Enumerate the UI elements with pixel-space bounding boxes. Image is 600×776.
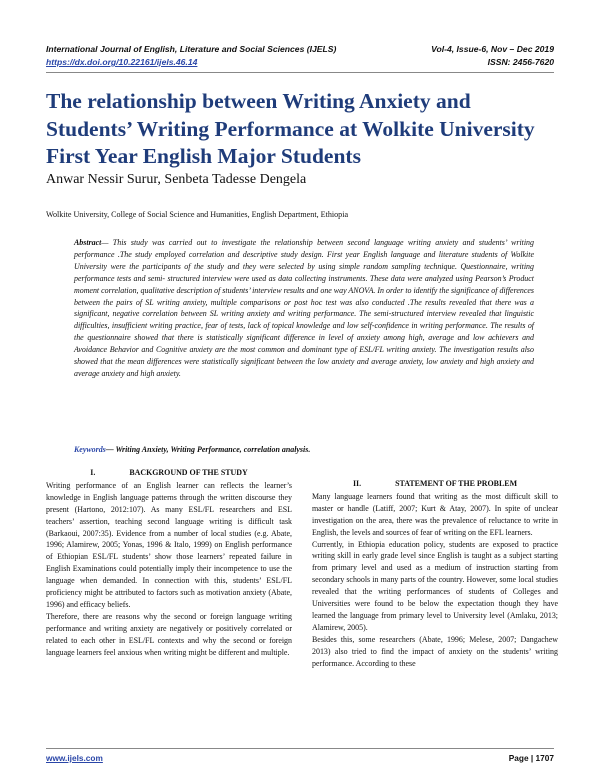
left-column xyxy=(46,467,292,659)
right-column xyxy=(312,467,558,670)
paragraph: Writing performance of an English learner can reflects the learner’s knowledge in English language patterns through the written discourse they present (Hartono, 2012:107). As many ESL/FL researchers and ESL teachers’ assertion, teaching second language writing is difficult task (Barkaoui, 2007:35). Evidence from a number of local studies (e.g. Abate, 1996; Alamirew, 2005; Yonas, 1996 & Italo, 1999) on English performance of Ethiopian ESL/FL students’ show those learners’ repeated failure in English Examinations could potentially imply their incompetence to use the language when demanded. In connection with this, students’ ESL/FL proficiency might be attributed to factors such as motivation anxiety (Abate, 1996) and efficacy beliefs. xyxy=(46,480,292,609)
authors: Anwar Nessir Surur, Senbeta Tadesse Dengela xyxy=(46,172,307,187)
abstract-text: — This study was carried out to investigate the relationship between second language writing anxiety and students’ writing performance .The study employed correlation and descriptive study design. First year English language and literature students of Wolkite University were the participants of the study and they were selected by using simple random sampling technique. Questionnaire, writing performance tests and semi- structured interview were used as data collecting instruments. These data were analyzed using Pearson’s Product moment correlation, qualitative description of students’ interview results and one way ANOVA. In order to identify the significance of differences between the pairs of SL writing anxiety, multiple comparisons or post hoc test was also conducted .The results revealed that there was a significant, negative correlation between SL writing anxiety and writing performance. The semi-structured interview revealed that linguistic difficulties, insufficient writing practice, fear of tests, lack of topical knowledge and low self-confidence in writing performance. The results of the questionnaire showed that there is statistically significant difference in level of anxiety among high, average and low achievers and Avoidance Behavior and Cognitive anxiety are the most common and dominant type of ESL/FL writing anxiety. The investigation results also showed that the mean differences were statistically significant between the low anxiety and average anxiety, low anxiety and high anxiety and average anxiety and high anxiety. xyxy=(74,238,534,378)
paragraph: Many language learners found that writing as the most difficult skill to master or handle (Latiff, 2007; Kurt & Atay, 2007). In spite of unclear investigation on the area, there was the prevalence of reluctance to write in English, the levels and sources of fear of writing on the EFL learners. xyxy=(312,491,558,537)
section-heading-background: I. BACKGROUND OF THE STUDY xyxy=(90,468,248,477)
issn: ISSN: 2456-7620 xyxy=(487,57,554,67)
keywords-text: — Writing Anxiety, Writing Performance, correlation analysis. xyxy=(105,445,311,454)
paper-title: The relationship between Writing Anxiety and Students’ Writing Performance at Wolkite University First Year English Major Students xyxy=(46,89,535,168)
paragraph: Besides this, some researchers (Abate, 1996; Melese, 2007; Dangachew 2013) also tried to find the impact of anxiety on the students’ writing performance. According to these xyxy=(312,634,558,668)
keywords xyxy=(74,445,534,454)
affiliation: Wolkite University, College of Social Science and Humanities, English Department, Ethiopia xyxy=(46,210,349,219)
journal-name: International Journal of English, Literature and Social Sciences (IJELS) xyxy=(46,44,337,54)
header-divider xyxy=(46,72,554,73)
footer-divider xyxy=(46,748,554,749)
abstract xyxy=(74,237,534,380)
page-number: Page | 1707 xyxy=(508,753,554,763)
keywords-label: Keywords xyxy=(74,445,106,454)
paragraph: Currently, in Ethiopia education policy, students are exposed to practice writing skill in early grade level since English is taught as a subject starting from primary level and used as a medium of instruction starting from secondary schools in many parts of the country. However, some local studies revealed that the writing performances of students of Colleges and Universities were found to be below the expectation though they have learned the language from primary level to University level (Amlaku, 2013; Alamirew, 2005). xyxy=(312,539,558,632)
volume-issue: Vol-4, Issue-6, Nov – Dec 2019 xyxy=(431,44,554,54)
website-link[interactable]: www.ijels.com xyxy=(46,753,103,763)
doi-link[interactable]: https://dx.doi.org/10.22161/ijels.46.14 xyxy=(46,57,198,67)
paragraph: Therefore, there are reasons why the second or foreign language writing performance and writing anxiety are negatively or positively correlated or related to each other in ESL/FL contexts and why the second or foreign language learners feel anxious when writing might be different and multiple. xyxy=(46,611,292,657)
section-heading-statement: II. STATEMENT OF THE PROBLEM xyxy=(352,479,518,488)
abstract-label: Abstract xyxy=(74,238,102,247)
